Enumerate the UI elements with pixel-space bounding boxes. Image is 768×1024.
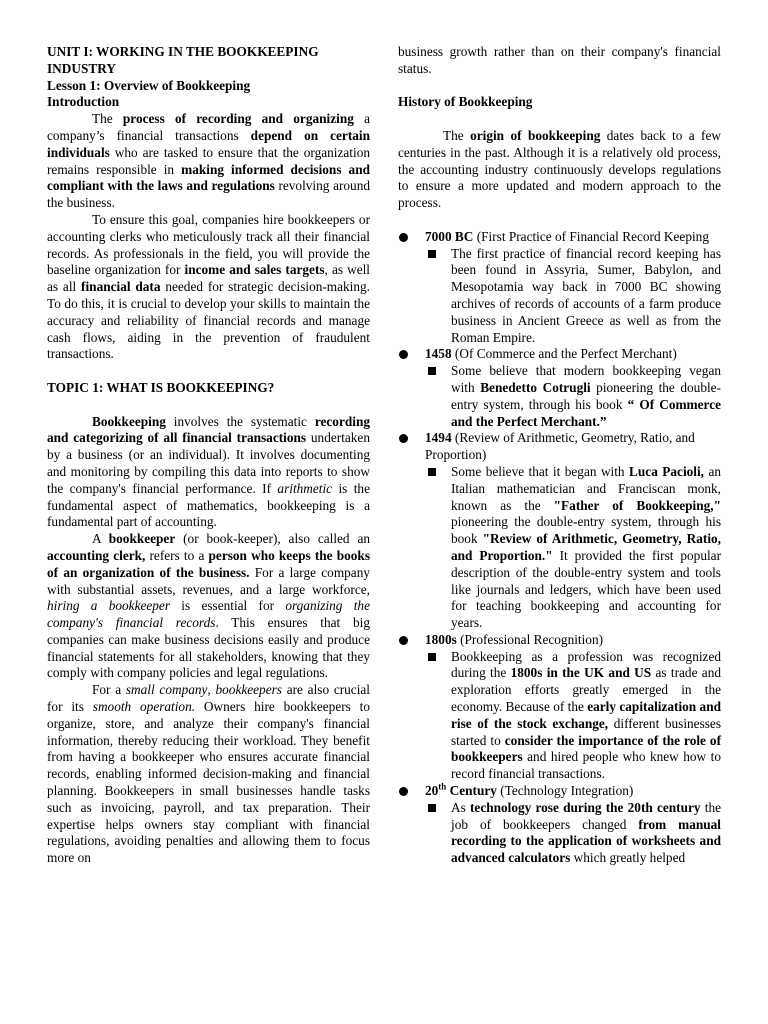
right-column [398,44,721,867]
intro-paragraph-2: To ensure this goal, companies hire bookkeepers or accounting clerks who meticulously track all their financial records. As professionals in the field, you will provide the baseline organization for income and sales targets, as well as all financial data needed for strategic decision-making. To do this, it is crucial to develop your skills to maintain the accuracy and reliability of financial records and manage cash flows, aiding in the prevention of fraudulent transactions. [47,211,371,362]
bookkeeping-definition-paragraph: Bookkeeping involves the systematic recording and categorizing of all financial transactions undertaken by a business (or an individual). It involves documenting and monitoring by compiling this data into reports to show the company's financial performance. If arithmetic is the fundamental aspect of mathematics, bookkeeping is a fundamental part of accounting. [47,413,370,530]
history-heading: History of Bookkeeping [398,94,533,110]
timeline-subitem: Some believe that it began with Luca Pacioli, an Italian mathematician and Franciscan monk, known as the "Father of Bookkeeping," pioneering the double-entry system, through his book "Review of Arithmetic, Geometry, Ratio, and Proportion." It provided the first popular description of the double-entry system and tools like journals and ledgers, which have been used for teaching bookkeeping and accounting for years. [425,464,721,632]
intro-paragraph-1: The process of recording and organizing a company’s financial transactions depend on certain individuals who are tasked to ensure that the organization remains responsible in making informed decisions and compliant with the laws and regulations revolving around the business. [47,111,370,211]
unit-title: UNIT I: WORKING IN THE BOOKKEEPING INDUSTRY [47,44,319,76]
timeline-subitem: Bookkeeping as a profession was recognized during the 1800s in the UK and US as trade and exploration efforts greatly emerged in the economy. Because of the early capitalization and rise of the stock exchange, different businesses started to consider the importance of the role of bookkeepers and hired people who knew how to record financial transactions. [425,649,721,783]
history-paragraph: The origin of bookkeeping dates back to a few centuries in the past. Although it is a relatively old process, the accounting industry continuously develops regulations to ensure a more updated and modern approach to the process. [398,127,721,211]
timeline-item-1800s: 1800s (Professional Recognition) Bookkeeping as a profession was recognized during the 1800s in the UK and US as trade and exploration efforts greatly emerged in the economy. Because of the early capitalization and rise of the stock exchange, different businesses started to consider the importance of the role of bookkeepers and hired people who knew how to record financial transactions. [398,632,721,783]
small-company-paragraph: For a small company, bookkeepers are also crucial for its smooth operation. Owners hire bookkeepers to organize, store, and analyze their company's financial information, thereby reducing their workload. They benefit from having a bookkeeper who ensures accurate financial records, enabling informed decision-making and financial planning. Bookkeepers in small businesses handle tasks such as invoicing, payroll, and tax preparation. Their expertise helps owners stay compliant with financial regulations, avoiding penalties and allowing them to focus more on [47,682,371,866]
circle-bullet-icon [399,636,408,645]
timeline-item-1494: 1494 (Review of Arithmetic, Geometry, Ratio, and Proportion) Some believe that it began with Luca Pacioli, an Italian mathematician and Franciscan monk, known as the "Father of Bookkeeping," pioneering the double-entry system, through his book "Review of Arithmetic, Geometry, Ratio, and Proportion." It provided the first popular description of the double-entry system and tools like journals and ledgers, which have been used for teaching bookkeeping and accounting for years. [398,430,721,632]
lesson-title: Lesson 1: Overview of Bookkeeping [47,77,251,93]
topic-heading: TOPIC 1: WHAT IS BOOKKEEPING? [47,379,275,395]
square-bullet-icon [428,804,436,812]
timeline-subitem: The first practice of financial record keeping has been found in Assyria, Sumer, Babylon, and Mesopotamia way back in 7000 BC showing archives of records of accounts of a farm produce business in Ancient Greece as well as from the Roman Empire. [425,246,721,347]
timeline-subitem: Some believe that modern bookkeeping vegan with Benedetto Cotrugli pioneering the double-entry system, through his book “ Of Commerce and the Perfect Merchant.” [425,363,721,430]
square-bullet-icon [428,653,436,661]
circle-bullet-icon [399,434,408,443]
continued-paragraph: business growth rather than on their company's financial status. [398,44,721,76]
intro-heading: Introduction [47,94,120,110]
left-column [47,44,370,867]
timeline-item-20th-century: 20th Century (Technology Integration) As technology rose during the 20th century the job of bookkeepers changed from manual recording to the application of worksheets and advanced calculators which greatly helped [398,783,721,867]
circle-bullet-icon [399,233,408,242]
timeline-item-7000bc: 7000 BC (First Practice of Financial Record Keeping The first practice of financial record keeping has been found in Assyria, Sumer, Babylon, and Mesopotamia way back in 7000 BC showing archives of records of accounts of a farm produce business in Ancient Greece as well as from the Roman Empire. [398,229,721,347]
square-bullet-icon [428,367,436,375]
timeline-subitem: As technology rose during the 20th century the job of bookkeepers changed from manual recording to the application of worksheets and advanced calculators which greatly helped [425,800,721,867]
circle-bullet-icon [399,787,408,796]
square-bullet-icon [428,468,436,476]
square-bullet-icon [428,250,436,258]
bookkeeper-definition-paragraph: A bookkeeper (or book-keeper), also called an accounting clerk, refers to a person who keeps the books of an organization of the business. For a large company with substantial assets, revenues, and a large workforce, hiring a bookkeeper is essential for organizing the company's financial records. This ensures that big companies can make business decisions easily and produce financial statements for all stakeholders, knowing that they comply with company policies and legal regulations. [47,531,371,681]
history-timeline-list [398,229,721,867]
circle-bullet-icon [399,350,408,359]
timeline-item-1458: 1458 (Of Commerce and the Perfect Merchant) Some believe that modern bookkeeping vegan with Benedetto Cotrugli pioneering the double-entry system, through his book “ Of Commerce and the Perfect Merchant.” [398,346,721,430]
